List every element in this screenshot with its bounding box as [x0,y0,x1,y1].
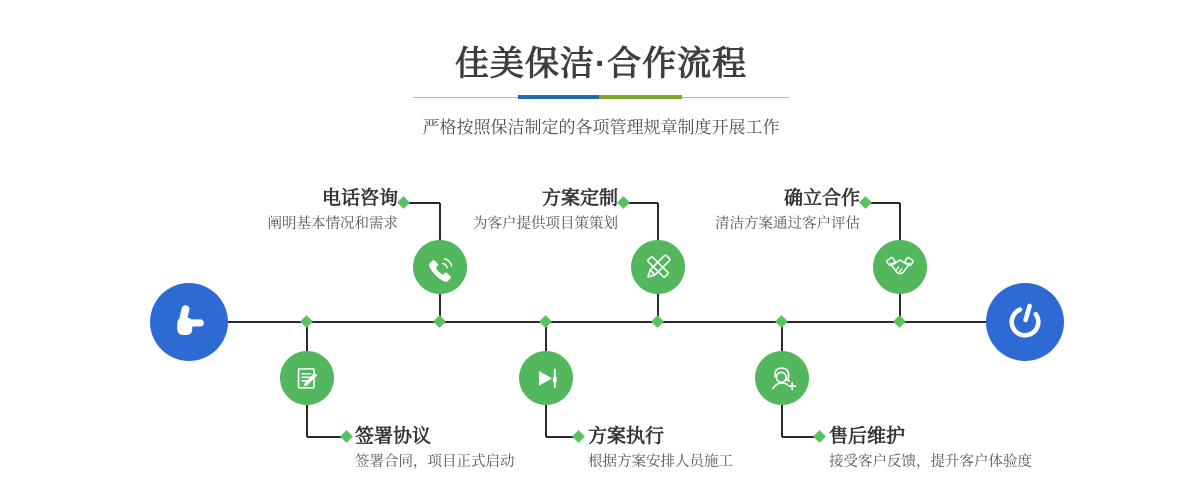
label-diamond [859,196,872,209]
timeline-node-diamond [433,315,446,328]
play-execute-icon [527,359,565,397]
step-title: 签署协议 [355,426,432,447]
step-node-contract [280,351,334,405]
step-label-aftersale [829,426,1109,471]
power-icon [997,294,1053,350]
timeline-node-diamond [775,315,788,328]
step-label-phone [188,188,398,233]
start-node [150,283,228,361]
end-node [986,283,1064,361]
step-title: 方案定制 [541,188,618,209]
contract-sign-icon [288,359,326,397]
divider-blue-segment [518,95,599,99]
step-desc: 为客户提供项目策策划 [473,216,618,232]
step-desc: 根据方案安排人员施工 [588,454,733,470]
step-desc: 签署合同，项目正式启动 [355,454,515,470]
step-title: 方案执行 [588,426,665,447]
step-desc: 清洁方案通过客户评估 [715,216,860,232]
page-title: 佳美保洁·合作流程 [454,45,748,83]
step-label-cooperation [650,188,860,233]
step-node-plan [631,240,685,294]
phone-icon [421,248,459,286]
pencil-ruler-icon [639,248,677,286]
timeline-node-diamond [651,315,664,328]
timeline-node-diamond [539,315,552,328]
pointing-hand-icon [163,296,215,348]
timeline-main-line [226,321,988,323]
label-diamond [617,196,630,209]
step-node-aftersale [755,351,809,405]
step-title: 确立合作 [783,188,860,209]
step-desc: 阐明基本情况和需求 [267,216,398,232]
customer-service-icon [763,359,801,397]
timeline-node-diamond [893,315,906,328]
step-label-plan [408,188,618,233]
title-divider [413,97,789,98]
step-node-execution [519,351,573,405]
step-node-phone [413,240,467,294]
step-node-cooperation [873,240,927,294]
step-title: 电话咨询 [321,188,398,209]
step-title: 售后维护 [829,426,906,447]
page-subtitle: 严格按照保洁制定的各项管理规章制度开展工作 [422,118,780,137]
step-label-execution [588,426,868,471]
label-line [307,436,343,438]
divider-green-segment [599,95,682,99]
timeline-node-diamond [300,315,313,328]
handshake-icon [881,248,919,286]
step-desc: 接受客户反馈，提升客户体验度 [829,454,1032,470]
label-diamond [340,430,353,443]
